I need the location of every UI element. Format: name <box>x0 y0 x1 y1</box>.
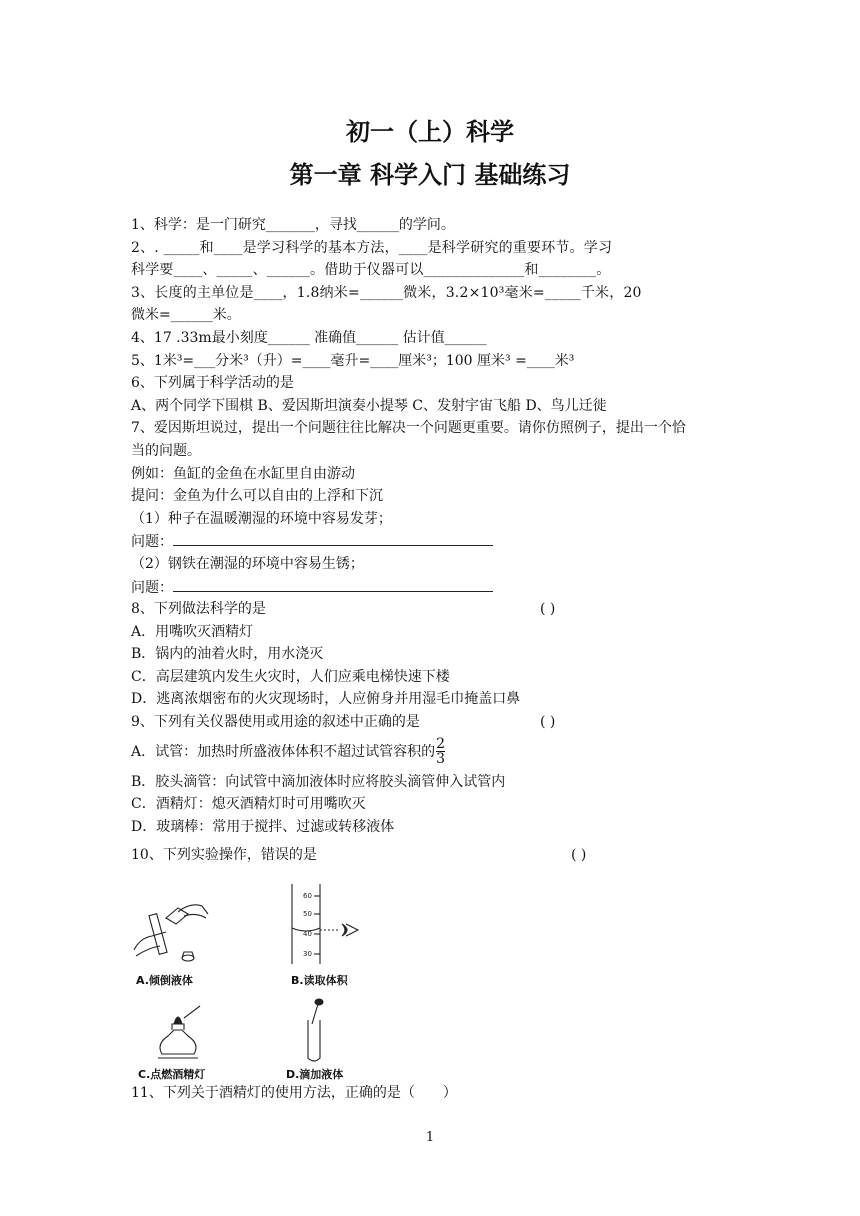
caption-d: D.滴加液体 <box>286 1068 344 1081</box>
caption-b: B.读取体积 <box>291 974 348 987</box>
question-4: 4、17 .33m最小刻度______ 准确值______ 估计值______ <box>131 329 487 346</box>
q9-option-a: A．试管：加热时所盛液体体积不超过试管容积的 $\frac{2}{3}$ <box>131 736 446 768</box>
question-10: 10、下列实验操作，错误的是 ( ) <box>131 844 731 867</box>
figure-group <box>126 884 526 1084</box>
answer-paren-10: ( ) <box>571 847 587 864</box>
item-2: （2）钢铁在潮湿的环境中容易生锈； <box>131 555 364 572</box>
answer-paren-8: ( ) <box>540 601 556 618</box>
document-body <box>131 214 731 867</box>
fraction: $\frac{2}{3}$ <box>436 736 446 768</box>
figure-d-dropper <box>294 996 344 1066</box>
question-6-options: A、两个同学下围棋 B、爱因斯坦演奏小提琴 C、发射宇宙飞船 D、鸟儿迁徙 <box>131 397 607 414</box>
answer-blank-2[interactable] <box>173 576 493 592</box>
q9-option-d: D．玻璃棒：常用于搅拌、过滤或转移液体 <box>131 818 395 835</box>
document-body-end <box>131 1082 731 1105</box>
tick-60: 60 <box>303 892 312 900</box>
page-subtitle: 第一章 科学入门 基础练习 <box>289 161 571 189</box>
q9-option-b: B．胶头滴管：向试管中滴加液体时应将胶头滴管伸入试管内 <box>131 773 506 790</box>
question-3-cont: 微米=______米。 <box>131 307 241 324</box>
answer-paren-9: ( ) <box>540 714 556 731</box>
question-6: 6、下列属于科学活动的是 <box>131 375 294 392</box>
page-number: 1 <box>425 1130 435 1145</box>
tick-30: 30 <box>303 950 312 958</box>
example-question: 提问：金鱼为什么可以自由的上浮和下沉 <box>131 488 383 505</box>
answer-line-2: 问题： <box>131 576 731 599</box>
q8-option-d: D．逃离浓烟密布的火灾现场时，人应俯身并用湿毛巾掩盖口鼻 <box>131 691 521 708</box>
question-3: 3、长度的主单位是____，1.8纳米=______微米，3.2×10³毫米=_____千米，20 <box>131 284 642 301</box>
figure-a-pouring <box>126 898 216 968</box>
question-7: 7、爱因斯坦说过，提出一个问题往往比解决一个问题更重要。请你仿照例子，提出一个恰 <box>131 420 686 437</box>
question-8: 8、下列做法科学的是 ( ) <box>131 598 731 621</box>
question-2: 2、. _____和____是学习科学的基本方法，____是科学研究的重要环节。学习 <box>131 239 613 256</box>
question-7-cont: 当的问题。 <box>131 442 201 459</box>
item-1: （1）种子在温暖潮湿的环境中容易发芽； <box>131 510 392 527</box>
question-2-cont: 科学要____、_____、______。借助于仪器可以______________和________。 <box>131 262 611 279</box>
caption-a: A.倾倒液体 <box>136 974 193 987</box>
question-5: 5、1米³=___分米³（升）=____毫升=____厘米³；100 厘米³ =____米³ <box>131 352 575 369</box>
q9-option-c: C．酒精灯：熄灭酒精灯时可用嘴吹灭 <box>131 796 366 813</box>
tick-50: 50 <box>303 910 312 918</box>
caption-c: C.点燃酒精灯 <box>138 1068 206 1081</box>
q8-option-c: C．高层建筑内发生火灾时，人们应乘电梯快速下楼 <box>131 668 450 685</box>
answer-blank-1[interactable] <box>173 530 493 546</box>
question-1: 1、科学：是一门研究_______，寻找______的学问。 <box>131 217 455 233</box>
tick-40: 40 <box>303 930 312 938</box>
q8-option-b: B．锅内的油着火时，用水浇灭 <box>131 646 324 663</box>
page-title: 初一（上）科学 <box>346 118 514 146</box>
question-9: 9、下列有关仪器使用或用途的叙述中正确的是 ( ) <box>131 711 731 734</box>
answer-line-1: 问题： <box>131 530 731 553</box>
figure-b-cylinder <box>286 884 366 968</box>
q8-option-a: A．用嘴吹灭酒精灯 <box>131 623 254 640</box>
question-11: 11、下列关于酒精灯的使用方法，正确的是（ ） <box>131 1085 457 1101</box>
figure-c-lamp <box>148 1004 218 1064</box>
example-line: 例如：鱼缸的金鱼在水缸里自由游动 <box>131 465 355 482</box>
